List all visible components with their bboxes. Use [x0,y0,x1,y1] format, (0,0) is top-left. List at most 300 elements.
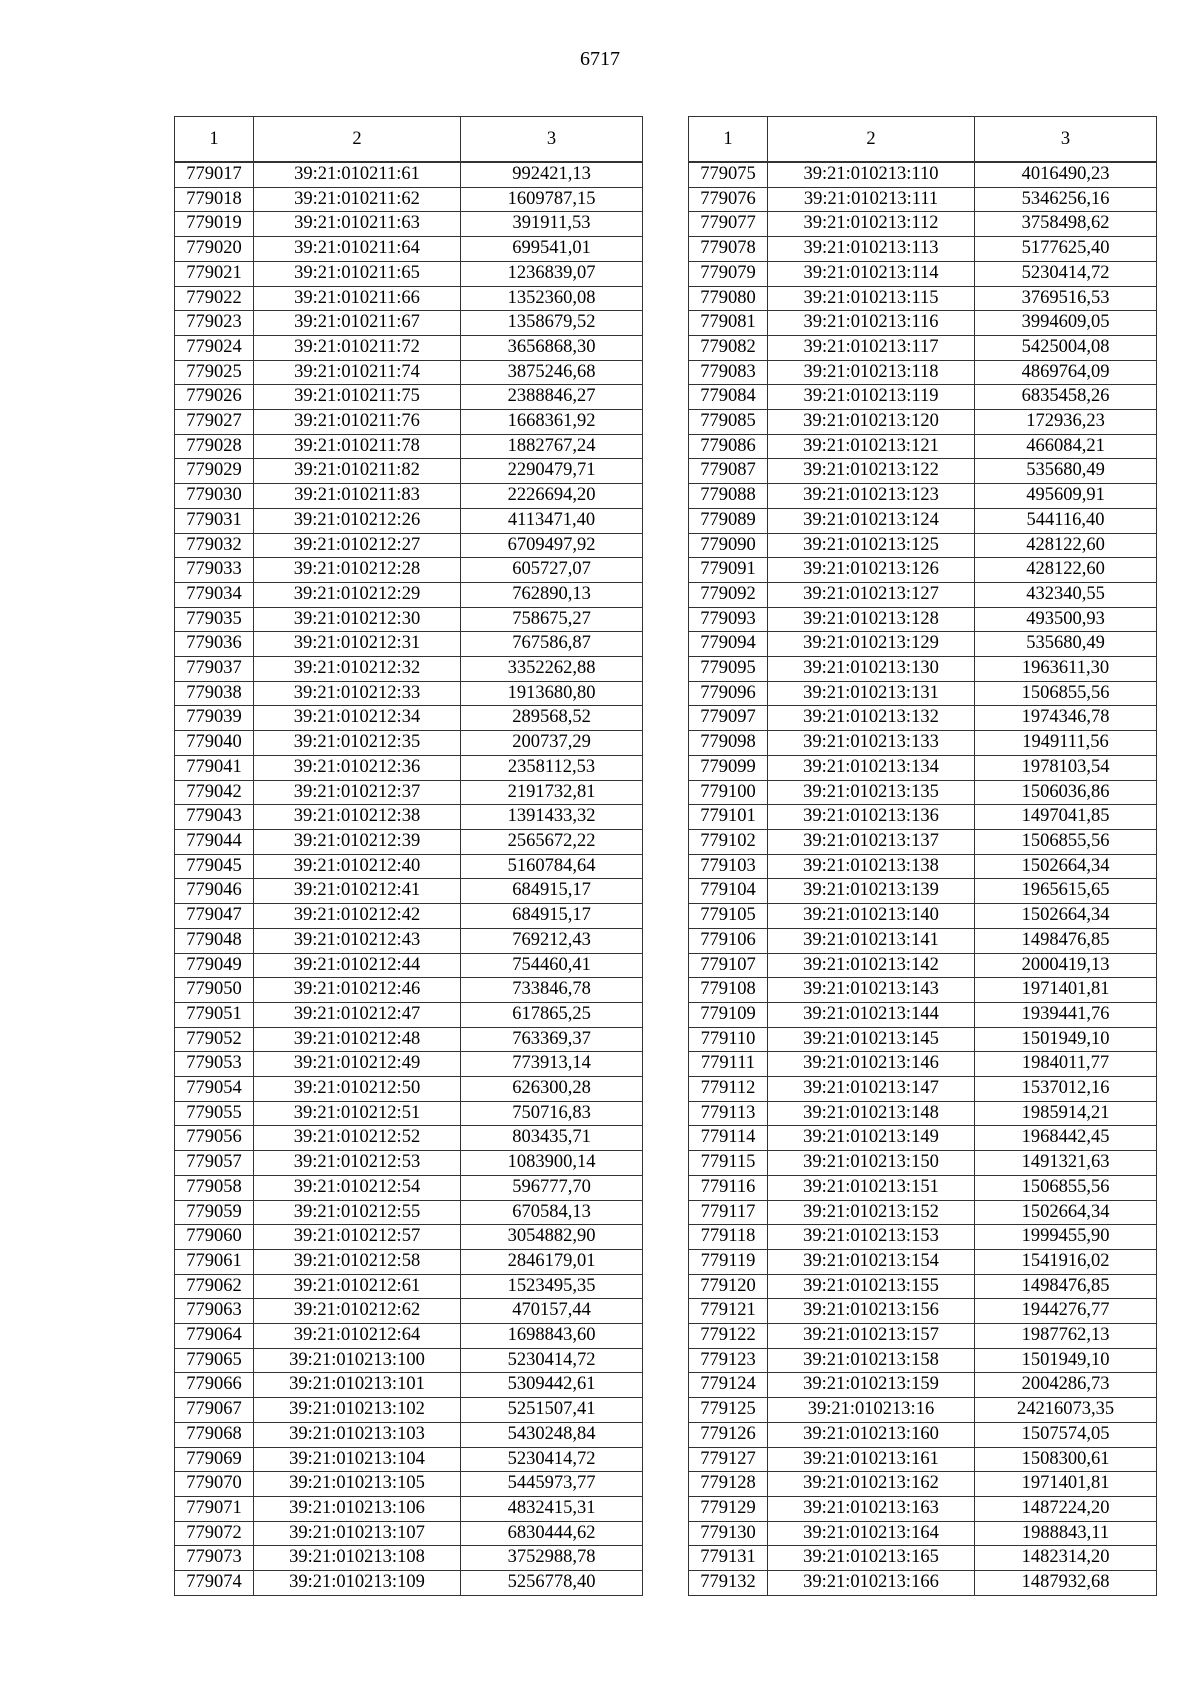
value-cell: 1506036,86 [975,780,1157,805]
table-row [689,928,1157,953]
cadastral-number-cell: 39:21:010212:40 [254,854,461,879]
cadastral-number-cell: 39:21:010213:119 [768,385,975,410]
cadastral-number-cell: 39:21:010211:76 [254,410,461,435]
table-row [689,1348,1157,1373]
cadastral-number-cell: 39:21:010212:35 [254,731,461,756]
value-cell: 1882767,24 [461,434,643,459]
value-cell: 699541,01 [461,237,643,262]
cadastral-number-cell: 39:21:010212:48 [254,1027,461,1052]
cadastral-number-cell: 39:21:010213:112 [768,212,975,237]
row-number-cell: 779107 [689,953,768,978]
row-number-cell: 779128 [689,1472,768,1497]
cadastral-number-cell: 39:21:010213:121 [768,434,975,459]
cadastral-number-cell: 39:21:010212:53 [254,1151,461,1176]
value-cell: 172936,23 [975,410,1157,435]
cadastral-number-cell: 39:21:010213:166 [768,1571,975,1596]
table-row [689,508,1157,533]
table-header-row [689,117,1157,163]
cadastral-number-cell: 39:21:010213:132 [768,706,975,731]
table-row [689,607,1157,632]
table-row [175,632,643,657]
value-cell: 1668361,92 [461,410,643,435]
cadastral-number-cell: 39:21:010213:146 [768,1052,975,1077]
table-row [175,928,643,953]
cadastral-number-cell: 39:21:010212:57 [254,1225,461,1250]
row-number-cell: 779027 [175,410,254,435]
table-row [175,261,643,286]
value-cell: 2226694,20 [461,484,643,509]
table-row [689,162,1157,187]
row-number-cell: 779038 [175,681,254,706]
row-number-cell: 779102 [689,829,768,854]
table-row [175,1052,643,1077]
row-number-cell: 779087 [689,459,768,484]
value-cell: 1501949,10 [975,1027,1157,1052]
value-cell: 1498476,85 [975,1274,1157,1299]
row-number-cell: 779059 [175,1200,254,1225]
table-row [689,755,1157,780]
value-cell: 626300,28 [461,1077,643,1102]
cadastral-number-cell: 39:21:010213:113 [768,237,975,262]
column-header-3: 3 [975,117,1157,163]
cadastral-number-cell: 39:21:010212:64 [254,1324,461,1349]
value-cell: 5425004,08 [975,335,1157,360]
row-number-cell: 779116 [689,1175,768,1200]
cadastral-number-cell: 39:21:010213:106 [254,1496,461,1521]
table-row [689,1175,1157,1200]
row-number-cell: 779079 [689,261,768,286]
row-number-cell: 779094 [689,632,768,657]
table-row [175,953,643,978]
value-cell: 5251507,41 [461,1398,643,1423]
cadastral-number-cell: 39:21:010213:160 [768,1422,975,1447]
cadastral-number-cell: 39:21:010213:103 [254,1422,461,1447]
value-cell: 2290479,71 [461,459,643,484]
value-cell: 1971401,81 [975,978,1157,1003]
value-cell: 1978103,54 [975,755,1157,780]
cadastral-number-cell: 39:21:010213:101 [254,1373,461,1398]
value-cell: 5230414,72 [461,1348,643,1373]
cadastral-number-cell: 39:21:010213:142 [768,953,975,978]
cadastral-number-cell: 39:21:010213:155 [768,1274,975,1299]
row-number-cell: 779057 [175,1151,254,1176]
value-cell: 4113471,40 [461,508,643,533]
row-number-cell: 779091 [689,558,768,583]
cadastral-number-cell: 39:21:010213:128 [768,607,975,632]
row-number-cell: 779023 [175,311,254,336]
row-number-cell: 779124 [689,1373,768,1398]
registry-table-left [174,116,643,1596]
value-cell: 1358679,52 [461,311,643,336]
value-cell: 684915,17 [461,879,643,904]
value-cell: 2565672,22 [461,829,643,854]
value-cell: 6835458,26 [975,385,1157,410]
table-row [689,953,1157,978]
table-row [689,1324,1157,1349]
row-number-cell: 779026 [175,385,254,410]
row-number-cell: 779126 [689,1422,768,1447]
row-number-cell: 779055 [175,1101,254,1126]
cadastral-number-cell: 39:21:010211:67 [254,311,461,336]
value-cell: 1506855,56 [975,681,1157,706]
cadastral-number-cell: 39:21:010213:147 [768,1077,975,1102]
cadastral-number-cell: 39:21:010212:43 [254,928,461,953]
cadastral-number-cell: 39:21:010213:117 [768,335,975,360]
cadastral-number-cell: 39:21:010212:28 [254,558,461,583]
row-number-cell: 779119 [689,1249,768,1274]
table-row [689,1496,1157,1521]
table-row [175,1348,643,1373]
value-cell: 466084,21 [975,434,1157,459]
value-cell: 1497041,85 [975,805,1157,830]
row-number-cell: 779028 [175,434,254,459]
table-row [175,410,643,435]
table-row [175,829,643,854]
column-header-3: 3 [461,117,643,163]
value-cell: 428122,60 [975,558,1157,583]
cadastral-number-cell: 39:21:010213:129 [768,632,975,657]
table-row [689,1027,1157,1052]
cadastral-number-cell: 39:21:010213:144 [768,1002,975,1027]
cadastral-number-cell: 39:21:010213:130 [768,657,975,682]
table-row [175,484,643,509]
cadastral-number-cell: 39:21:010211:66 [254,286,461,311]
value-cell: 1487224,20 [975,1496,1157,1521]
cadastral-number-cell: 39:21:010213:149 [768,1126,975,1151]
value-cell: 3656868,30 [461,335,643,360]
value-cell: 4016490,23 [975,162,1157,187]
table-row [175,805,643,830]
table-row [175,533,643,558]
table-row [175,1422,643,1447]
row-number-cell: 779056 [175,1126,254,1151]
cadastral-number-cell: 39:21:010213:127 [768,582,975,607]
value-cell: 762890,13 [461,582,643,607]
row-number-cell: 779063 [175,1299,254,1324]
value-cell: 1523495,35 [461,1274,643,1299]
value-cell: 1999455,90 [975,1225,1157,1250]
value-cell: 1609787,15 [461,187,643,212]
cadastral-number-cell: 39:21:010213:165 [768,1546,975,1571]
value-cell: 2004286,73 [975,1373,1157,1398]
table-row [689,410,1157,435]
cadastral-number-cell: 39:21:010212:51 [254,1101,461,1126]
value-cell: 493500,93 [975,607,1157,632]
cadastral-number-cell: 39:21:010212:61 [254,1274,461,1299]
table-row [689,1571,1157,1596]
row-number-cell: 779085 [689,410,768,435]
cadastral-number-cell: 39:21:010213:109 [254,1571,461,1596]
row-number-cell: 779031 [175,508,254,533]
cadastral-number-cell: 39:21:010213:148 [768,1101,975,1126]
table-row [689,212,1157,237]
cadastral-number-cell: 39:21:010213:110 [768,162,975,187]
value-cell: 1988843,11 [975,1521,1157,1546]
row-number-cell: 779122 [689,1324,768,1349]
table-row [689,335,1157,360]
row-number-cell: 779077 [689,212,768,237]
value-cell: 24216073,35 [975,1398,1157,1423]
cadastral-number-cell: 39:21:010212:52 [254,1126,461,1151]
cadastral-number-cell: 39:21:010213:137 [768,829,975,854]
table-row [175,335,643,360]
row-number-cell: 779049 [175,953,254,978]
table-row [689,1052,1157,1077]
cadastral-number-cell: 39:21:010213:154 [768,1249,975,1274]
cadastral-number-cell: 39:21:010212:29 [254,582,461,607]
table-row [689,978,1157,1003]
cadastral-number-cell: 39:21:010211:75 [254,385,461,410]
cadastral-number-cell: 39:21:010213:115 [768,286,975,311]
cadastral-number-cell: 39:21:010213:105 [254,1472,461,1497]
table-row [175,904,643,929]
row-number-cell: 779074 [175,1571,254,1596]
row-number-cell: 779113 [689,1101,768,1126]
row-number-cell: 779068 [175,1422,254,1447]
value-cell: 5230414,72 [461,1447,643,1472]
table-row [175,1373,643,1398]
row-number-cell: 779060 [175,1225,254,1250]
table-row [689,854,1157,879]
row-number-cell: 779076 [689,187,768,212]
row-number-cell: 779029 [175,459,254,484]
row-number-cell: 779110 [689,1027,768,1052]
value-cell: 1984011,77 [975,1052,1157,1077]
row-number-cell: 779058 [175,1175,254,1200]
row-number-cell: 779054 [175,1077,254,1102]
value-cell: 4869764,09 [975,360,1157,385]
value-cell: 3769516,53 [975,286,1157,311]
table-row [175,1126,643,1151]
table-row [689,385,1157,410]
cadastral-number-cell: 39:21:010213:139 [768,879,975,904]
value-cell: 3054882,90 [461,1225,643,1250]
value-cell: 470157,44 [461,1299,643,1324]
table-row [175,508,643,533]
row-number-cell: 779104 [689,879,768,904]
table-row [175,1447,643,1472]
value-cell: 1491321,63 [975,1151,1157,1176]
row-number-cell: 779111 [689,1052,768,1077]
row-number-cell: 779078 [689,237,768,262]
row-number-cell: 779064 [175,1324,254,1349]
value-cell: 2358112,53 [461,755,643,780]
value-cell: 1506855,56 [975,829,1157,854]
value-cell: 758675,27 [461,607,643,632]
cadastral-number-cell: 39:21:010213:104 [254,1447,461,1472]
row-number-cell: 779123 [689,1348,768,1373]
table-row [689,681,1157,706]
table-row [689,1373,1157,1398]
value-cell: 5256778,40 [461,1571,643,1596]
value-cell: 1498476,85 [975,928,1157,953]
cadastral-number-cell: 39:21:010212:26 [254,508,461,533]
cadastral-number-cell: 39:21:010213:159 [768,1373,975,1398]
table-row [175,1151,643,1176]
table-row [175,854,643,879]
cadastral-number-cell: 39:21:010213:114 [768,261,975,286]
row-number-cell: 779101 [689,805,768,830]
value-cell: 1537012,16 [975,1077,1157,1102]
value-cell: 1963611,30 [975,657,1157,682]
value-cell: 1985914,21 [975,1101,1157,1126]
row-number-cell: 779030 [175,484,254,509]
row-number-cell: 779034 [175,582,254,607]
cadastral-number-cell: 39:21:010212:37 [254,780,461,805]
cadastral-number-cell: 39:21:010212:39 [254,829,461,854]
value-cell: 535680,49 [975,459,1157,484]
value-cell: 605727,07 [461,558,643,583]
row-number-cell: 779105 [689,904,768,929]
value-cell: 1391433,32 [461,805,643,830]
value-cell: 596777,70 [461,1175,643,1200]
table-row [689,1249,1157,1274]
row-number-cell: 779044 [175,829,254,854]
value-cell: 4832415,31 [461,1496,643,1521]
row-number-cell: 779042 [175,780,254,805]
cadastral-number-cell: 39:21:010213:145 [768,1027,975,1052]
cadastral-number-cell: 39:21:010211:65 [254,261,461,286]
row-number-cell: 779041 [175,755,254,780]
value-cell: 1487932,68 [975,1571,1157,1596]
cadastral-number-cell: 39:21:010213:131 [768,681,975,706]
cadastral-number-cell: 39:21:010213:100 [254,1348,461,1373]
table-row [689,805,1157,830]
value-cell: 1482314,20 [975,1546,1157,1571]
row-number-cell: 779103 [689,854,768,879]
table-row [175,1200,643,1225]
table-row [689,1101,1157,1126]
row-number-cell: 779117 [689,1200,768,1225]
row-number-cell: 779047 [175,904,254,929]
row-number-cell: 779075 [689,162,768,187]
row-number-cell: 779112 [689,1077,768,1102]
row-number-cell: 779100 [689,780,768,805]
cadastral-number-cell: 39:21:010212:50 [254,1077,461,1102]
cadastral-number-cell: 39:21:010213:151 [768,1175,975,1200]
column-header-2: 2 [254,117,461,163]
cadastral-number-cell: 39:21:010213:157 [768,1324,975,1349]
row-number-cell: 779089 [689,508,768,533]
cadastral-number-cell: 39:21:010213:111 [768,187,975,212]
row-number-cell: 779114 [689,1126,768,1151]
cadastral-number-cell: 39:21:010212:33 [254,681,461,706]
row-number-cell: 779130 [689,1521,768,1546]
table-row [175,1398,643,1423]
cadastral-number-cell: 39:21:010212:54 [254,1175,461,1200]
value-cell: 1949111,56 [975,731,1157,756]
cadastral-number-cell: 39:21:010213:118 [768,360,975,385]
table-row [689,1077,1157,1102]
value-cell: 803435,71 [461,1126,643,1151]
row-number-cell: 779066 [175,1373,254,1398]
value-cell: 767586,87 [461,632,643,657]
cadastral-number-cell: 39:21:010213:164 [768,1521,975,1546]
value-cell: 1698843,60 [461,1324,643,1349]
cadastral-number-cell: 39:21:010211:78 [254,434,461,459]
value-cell: 1939441,76 [975,1002,1157,1027]
cadastral-number-cell: 39:21:010212:47 [254,1002,461,1027]
table-row [689,780,1157,805]
table-row [175,1249,643,1274]
cadastral-number-cell: 39:21:010212:62 [254,1299,461,1324]
table-header-row [175,117,643,163]
table-row [175,162,643,187]
value-cell: 5346256,16 [975,187,1157,212]
cadastral-number-cell: 39:21:010213:134 [768,755,975,780]
value-cell: 432340,55 [975,582,1157,607]
row-number-cell: 779024 [175,335,254,360]
row-number-cell: 779069 [175,1447,254,1472]
value-cell: 200737,29 [461,731,643,756]
table-row [175,434,643,459]
row-number-cell: 779093 [689,607,768,632]
table-row [689,1151,1157,1176]
row-number-cell: 779084 [689,385,768,410]
value-cell: 1944276,77 [975,1299,1157,1324]
table-row [689,1299,1157,1324]
value-cell: 1913680,80 [461,681,643,706]
table-row [175,212,643,237]
value-cell: 992421,13 [461,162,643,187]
cadastral-number-cell: 39:21:010213:140 [768,904,975,929]
table-row [175,582,643,607]
value-cell: 763369,37 [461,1027,643,1052]
cadastral-number-cell: 39:21:010211:74 [254,360,461,385]
cadastral-number-cell: 39:21:010213:163 [768,1496,975,1521]
table-row [175,681,643,706]
row-number-cell: 779050 [175,978,254,1003]
table-row [175,1101,643,1126]
row-number-cell: 779051 [175,1002,254,1027]
table-row [689,286,1157,311]
table-row [175,286,643,311]
value-cell: 1987762,13 [975,1324,1157,1349]
cadastral-number-cell: 39:21:010213:153 [768,1225,975,1250]
value-cell: 391911,53 [461,212,643,237]
cadastral-number-cell: 39:21:010213:158 [768,1348,975,1373]
value-cell: 1508300,61 [975,1447,1157,1472]
cadastral-number-cell: 39:21:010213:16 [768,1398,975,1423]
table-row [689,311,1157,336]
table-row [689,1200,1157,1225]
table-row [175,1002,643,1027]
row-number-cell: 779098 [689,731,768,756]
value-cell: 617865,25 [461,1002,643,1027]
value-cell: 1352360,08 [461,286,643,311]
table-row [175,385,643,410]
table-row [689,632,1157,657]
value-cell: 3875246,68 [461,360,643,385]
row-number-cell: 779090 [689,533,768,558]
value-cell: 3758498,62 [975,212,1157,237]
table-row [689,1225,1157,1250]
cadastral-number-cell: 39:21:010212:58 [254,1249,461,1274]
table-row [689,706,1157,731]
table-row [689,1422,1157,1447]
value-cell: 754460,41 [461,953,643,978]
row-number-cell: 779062 [175,1274,254,1299]
row-number-cell: 779118 [689,1225,768,1250]
row-number-cell: 779083 [689,360,768,385]
row-number-cell: 779106 [689,928,768,953]
table-row [689,582,1157,607]
table-row [689,1126,1157,1151]
value-cell: 769212,43 [461,928,643,953]
cadastral-number-cell: 39:21:010213:133 [768,731,975,756]
table-row [175,187,643,212]
table-body-left [175,162,643,1595]
